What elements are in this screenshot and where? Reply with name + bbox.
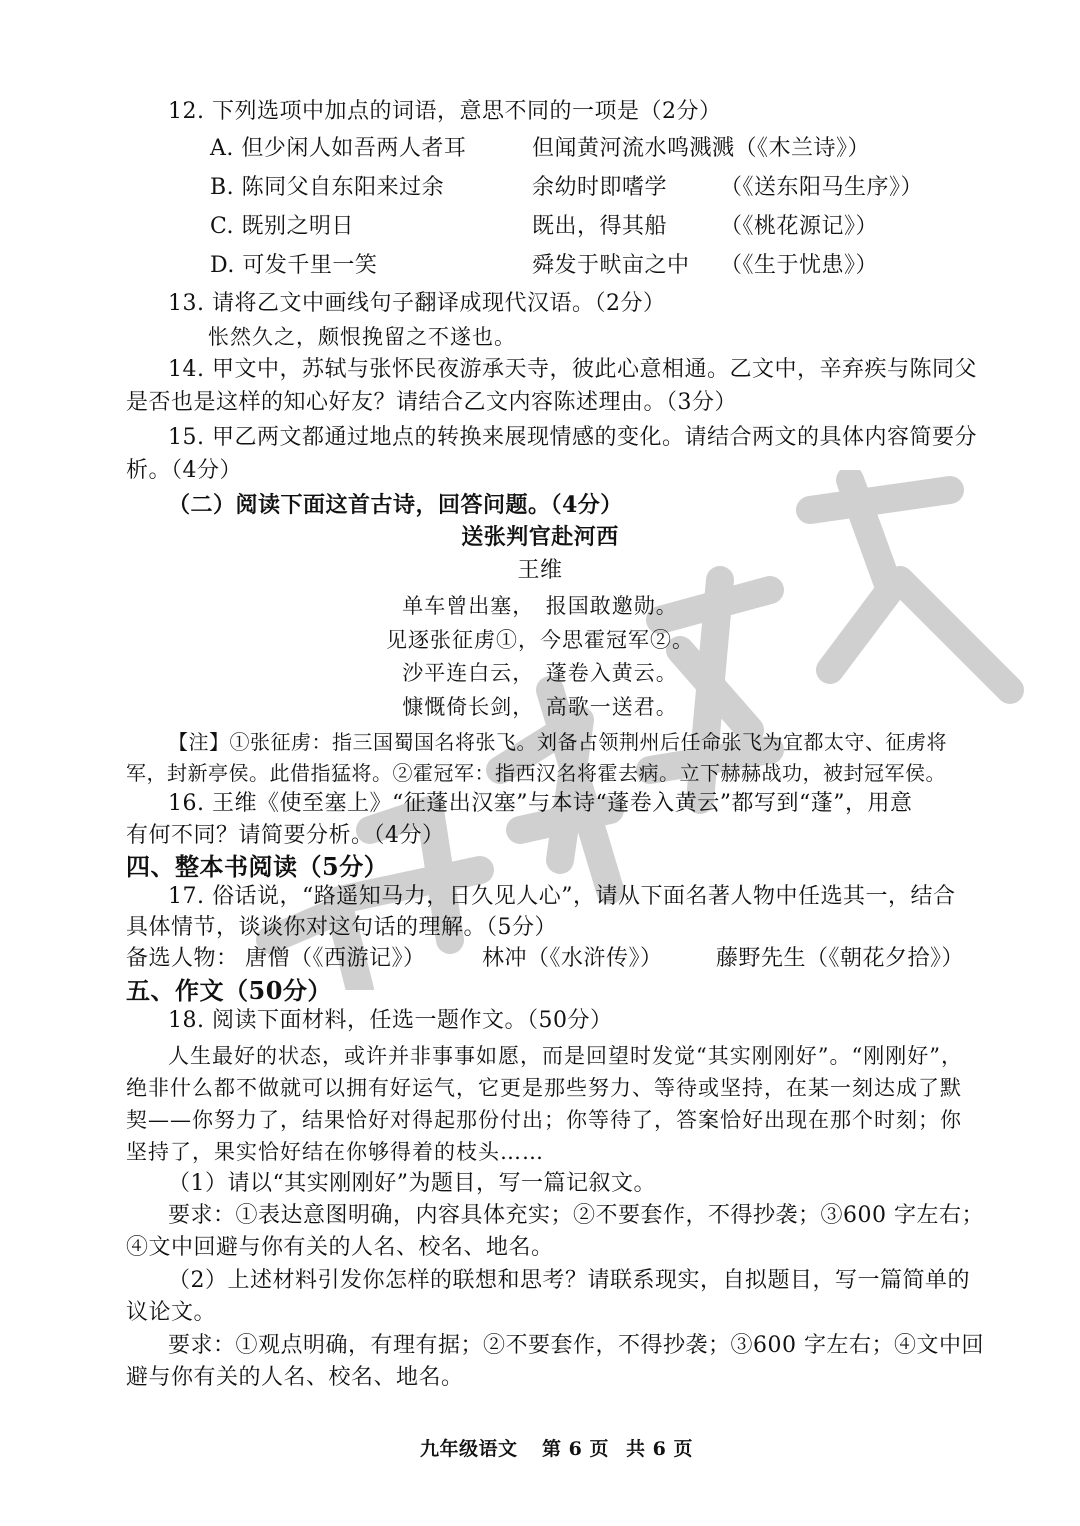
q12-option-d-source: （《生于忧患》） xyxy=(720,253,879,278)
task1: （1）请以“其实刚刚好”为题目，写一篇记叙文。 xyxy=(168,1171,656,1196)
candidate-1: 唐僧（《西游记》） xyxy=(245,946,426,971)
q17-line2: 具体情节，谈谈你对这句话的理解。（5分） xyxy=(126,915,557,940)
candidates-label: 备选人物： xyxy=(126,946,239,971)
q12-option-b-left: B. 陈同父自东阳来过余 xyxy=(210,175,445,200)
material-line-4: 坚持了，果实恰好结在你够得着的枝头…… xyxy=(126,1140,544,1164)
poem-line-3: 沙平连白云， 蓬卷入黄云。 xyxy=(402,661,678,685)
candidate-2: 林冲（《水浒传》） xyxy=(482,946,663,971)
poem-line-4: 慷慨倚长剑， 高歌一送君。 xyxy=(402,695,678,719)
footer-total: 共 6 页 xyxy=(626,1438,693,1460)
material-line-2: 绝非什么都不做就可以拥有好运气，它更是那些努力、等待或坚持，在某一刻达成了默 xyxy=(126,1076,962,1100)
q12-option-b-source: （《送东阳马生序》） xyxy=(720,175,924,200)
poem-author: 王维 xyxy=(517,558,563,583)
q12-option-c-left: C. 既别之明日 xyxy=(210,214,355,239)
q12-option-d-right: 舜发于畎亩之中 xyxy=(532,253,690,278)
q14-line1: 14. 甲文中，苏轼与张怀民夜游承天寺，彼此心意相通。乙文中，辛弃疾与陈同父 xyxy=(168,357,977,382)
q12-option-a-right: 但闻黄河流水鸣溅溅（《木兰诗》） xyxy=(532,136,871,161)
q12-option-c-right: 既出，得其船 xyxy=(532,214,668,239)
req1-line2: ④文中回避与你有关的人名、校名、地名。 xyxy=(126,1235,554,1260)
poem-title: 送张判官赴河西 xyxy=(461,524,619,550)
poem-note-line1: 【注】①张征虏：指三国蜀国名将张飞。刘备占领荆州后任命张飞为宜都太守、征虏将 xyxy=(168,730,947,754)
req2-line1: 要求：①观点明确，有理有据；②不要套作，不得抄袭；③600 字左右；④文中回 xyxy=(168,1333,984,1358)
poem-line-2: 见逐张征虏①，今思霍冠军②。 xyxy=(386,628,694,652)
q16-line1: 16. 王维《使至塞上》“征蓬出汉塞”与本诗“蓬卷入黄云”都写到“蓬”，用意 xyxy=(168,791,913,816)
section4-heading: 四、整本书阅读（5分） xyxy=(126,852,389,881)
task2-line1: （2）上述材料引发你怎样的联想和思考？请联系现实，自拟题目，写一篇简单的 xyxy=(168,1268,970,1293)
candidate-3: 藤野先生（《朝花夕拾》） xyxy=(716,946,965,971)
poem-note-line2: 军，封新亭侯。此借指猛将。②霍冠军：指西汉名将霍去病。立下赫赫战功，被封冠军侯。 xyxy=(126,761,946,785)
poem-line-1: 单车曾出塞， 报国敢邀勋。 xyxy=(402,594,678,618)
q12-option-d-left: D. 可发千里一笑 xyxy=(210,253,378,278)
footer-page: 第 6 页 xyxy=(542,1438,609,1460)
q16-line2: 有何不同？请简要分析。（4分） xyxy=(126,823,445,848)
material-line-3: 契——你努力了，结果恰好对得起那份付出；你等待了，答案恰好出现在那个时刻；你 xyxy=(126,1108,962,1132)
footer-subject: 九年级语文 xyxy=(420,1438,518,1460)
q14-line2: 是否也是这样的知心好友？请结合乙文内容陈述理由。（3分） xyxy=(126,390,737,415)
q13-stem: 13. 请将乙文中画线句子翻译成现代汉语。（2分） xyxy=(168,291,666,316)
q18-stem: 18. 阅读下面材料，任选一题作文。（50分） xyxy=(168,1008,613,1033)
poem-section-heading: （二）阅读下面这首古诗，回答问题。（4分） xyxy=(168,492,623,518)
section5-heading: 五、作文（50分） xyxy=(126,976,332,1005)
q12-option-b-right: 余幼时即嗜学 xyxy=(532,175,668,200)
q12-option-c-source: （《桃花源记》） xyxy=(720,214,879,239)
q12-option-a-left: A. 但少闲人如吾两人者耳 xyxy=(210,136,467,161)
q15-line1: 15. 甲乙两文都通过地点的转换来展现情感的变化。请结合两文的具体内容简要分 xyxy=(168,425,977,450)
material-line-1: 人生最好的状态，或许并非事事如愿，而是回望时发觉“其实刚刚好”。“刚刚好”， xyxy=(168,1044,963,1068)
req1-line1: 要求：①表达意图明确，内容具体充实；②不要套作，不得抄袭；③600 字左右； xyxy=(168,1203,984,1228)
q15-line2: 析。（4分） xyxy=(126,458,242,483)
req2-line2: 避与你有关的人名、校名、地名。 xyxy=(126,1365,464,1390)
q12-stem: 12. 下列选项中加点的词语，意思不同的一项是（2分） xyxy=(168,99,722,124)
q17-line1: 17. 俗话说，“路遥知马力，日久见人心”，请从下面名著人物中任选其一，结合 xyxy=(168,884,956,909)
task2-line2: 议论文。 xyxy=(126,1300,217,1325)
q13-sentence: 怅然久之，颇恨挽留之不遂也。 xyxy=(208,325,516,349)
